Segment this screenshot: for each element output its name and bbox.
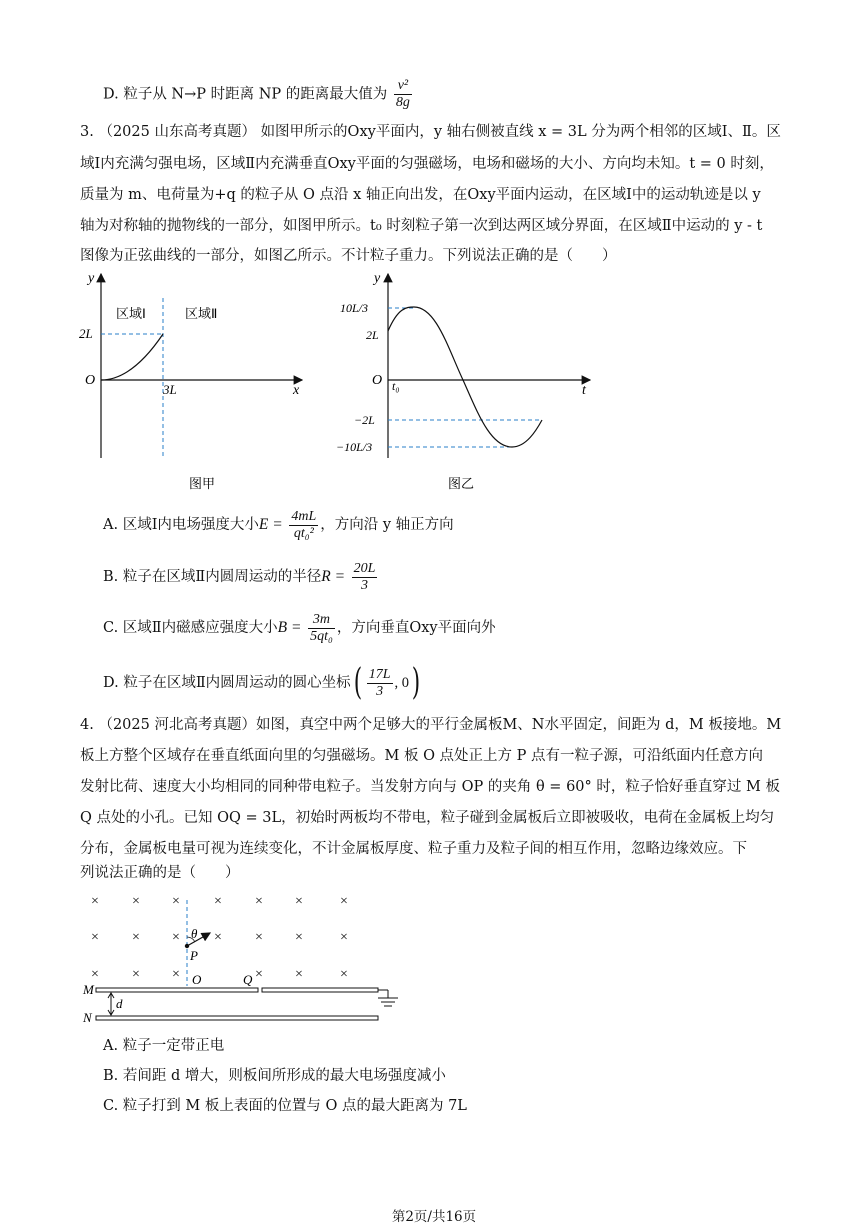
option-d-fraction: [367, 667, 393, 700]
parabola-trajectory: [101, 334, 163, 380]
option-d-tail: , 0: [394, 675, 410, 691]
2l-label: 2L: [79, 326, 93, 341]
q3-option-a: [103, 508, 454, 542]
cross-mark: ×: [255, 967, 263, 982]
region-1-label: 区域Ⅰ: [116, 306, 146, 321]
q3-option-c: [103, 611, 496, 645]
q3-stem-line-1: 3. （2025 山东高考真题） 如图甲所示的Oxy平面内，y 轴右侧被直线 x = 3L 分为两个相邻的区域Ⅰ、Ⅱ。区: [80, 124, 781, 140]
fraction-numerator: v²: [394, 78, 412, 95]
q4-stem-line-2: 板上方整个区域存在垂直纸面向里的匀强磁场。M 板 O 点处正上方 P 点有一粒子源，可沿纸面内任意方向: [80, 748, 764, 764]
y-2l-label: 2L: [366, 328, 379, 342]
origin-label: O: [372, 373, 383, 388]
magnetic-field-crosses: [91, 894, 348, 982]
y-10l3-label: 10L/3: [340, 301, 369, 315]
q4-option-b: B. 若间距 d 增大，则板间所形成的最大电场强度减小: [103, 1068, 446, 1084]
cross-mark: ×: [91, 930, 99, 945]
cross-mark: ×: [172, 894, 180, 909]
q4-stem-line-6: 列说法正确的是（ ）: [80, 865, 240, 881]
fraction-denominator: qt₀²: [293, 525, 314, 541]
plate-m-right: [262, 988, 378, 992]
cross-mark: ×: [132, 930, 140, 945]
q4-stem-line-5: 分布，金属板电量可视为连续变化，不计金属板厚度、粒子重力及粒子间的相互作用，忽略边缘效应。下: [80, 841, 747, 857]
q2-option-d: [103, 78, 414, 111]
figure-a-caption: 图甲: [189, 476, 216, 491]
option-d-text: D. 粒子在区域Ⅱ内圆周运动的圆心坐标: [103, 675, 351, 691]
cross-mark: ×: [340, 894, 348, 909]
q3-figure-b: [336, 268, 596, 498]
fraction-numerator: 17L: [368, 666, 391, 682]
option-b-text: B. 粒子在区域Ⅱ内圆周运动的半径: [103, 569, 322, 585]
q4-figure: [78, 888, 408, 1030]
cross-mark: ×: [295, 967, 303, 982]
q4-option-a: A. 粒子一定带正电: [103, 1038, 225, 1054]
q4-stem-line-1: 4. （2025 河北高考真题）如图，真空中两个足够大的平行金属板M、N水平固定，间距为 d，M 板接地。M: [80, 717, 782, 733]
option-a-tail: ，方向沿 y 轴正方向: [320, 517, 454, 533]
option-b-r: R =: [321, 568, 346, 585]
q3-stem-line-4: 轴为对称轴的抛物线的一部分，如图甲所示。t₀ 时刻粒子第一次到达两区域分界面，在区域Ⅱ中运动的 y - t: [80, 218, 763, 234]
option-c-fraction: [308, 612, 335, 645]
option-a-e: E =: [258, 516, 283, 533]
q3-stem-line-5: 图像为正弦曲线的一部分，如图乙所示。不计粒子重力。下列说法正确的是（ ）: [80, 248, 617, 264]
cross-mark: ×: [340, 967, 348, 982]
cross-mark: ×: [255, 894, 263, 909]
o-label: O: [192, 972, 202, 987]
page-footer: 第2页/共16页: [391, 1209, 477, 1225]
y-minus-10l3-label: −10L/3: [336, 440, 373, 454]
n-label: N: [83, 1010, 92, 1025]
plate-n: [96, 1016, 378, 1020]
y-axis-label: y: [88, 271, 95, 286]
q2-option-d-text: D. 粒子从 N→P 时距离 NP 的距离最大值为: [103, 86, 388, 103]
left-paren: (: [353, 662, 362, 703]
fraction-numerator: 20L: [353, 560, 376, 576]
theta-label: θ: [191, 926, 198, 941]
y-minus-2l-label: −2L: [354, 413, 375, 427]
y-axis-label: y: [374, 271, 381, 286]
t0-label: t₀: [392, 379, 400, 393]
q3-option-b: [103, 560, 379, 594]
fraction-denominator: 3: [361, 577, 369, 593]
fraction-denominator: 8g: [395, 95, 410, 110]
q2-option-d-fraction: [394, 78, 412, 111]
fraction-numerator: 4mL: [291, 508, 317, 524]
q4-stem-line-3: 发射比荷、速度大小均相同的同种带电粒子。当发射方向与 OP 的夹角 θ = 60° 时，粒子恰好垂直穿过 M 板: [80, 779, 780, 795]
cross-mark: ×: [132, 967, 140, 982]
cross-mark: ×: [214, 894, 222, 909]
fraction-numerator: 3m: [308, 612, 335, 629]
cross-mark: ×: [295, 930, 303, 945]
cross-mark: ×: [295, 894, 303, 909]
option-c-text: C. 区域Ⅱ内磁感应强度大小: [103, 620, 278, 636]
origin-label: O: [85, 373, 96, 388]
x-axis-label: x: [293, 383, 300, 398]
sine-curve: [388, 307, 542, 447]
q3-figure-a: [70, 268, 320, 498]
cross-mark: ×: [172, 967, 180, 982]
cross-mark: ×: [340, 930, 348, 945]
ground-icon: [378, 990, 398, 1006]
q3-option-d: [103, 663, 423, 703]
option-c-tail: ，方向垂直Oxy平面向外: [336, 620, 496, 636]
option-b-fraction: [352, 561, 378, 594]
t-axis-label: t: [582, 383, 586, 398]
cross-mark: ×: [172, 930, 180, 945]
right-paren: ): [411, 662, 421, 703]
q3-stem-line-3: 质量为 m、电荷量为+q 的粒子从 O 点沿 x 轴正向出发，在Oxy平面内运动，在区域Ⅰ中的运动轨迹是以 y: [80, 187, 761, 203]
figure-b-caption: 图乙: [448, 476, 475, 491]
cross-mark: ×: [91, 967, 99, 982]
cross-mark: ×: [214, 930, 222, 945]
cross-mark: ×: [91, 894, 99, 909]
cross-mark: ×: [255, 930, 263, 945]
region-2-label: 区域Ⅱ: [185, 306, 218, 321]
3l-label: 3L: [163, 382, 177, 397]
cross-mark: ×: [132, 894, 140, 909]
m-label: M: [83, 982, 94, 997]
fraction-denominator: 5qt₀: [310, 628, 333, 644]
option-c-b: B =: [277, 619, 302, 636]
p-label: P: [190, 948, 198, 963]
option-a-fraction: [289, 509, 318, 542]
fraction-denominator: 3: [376, 683, 384, 699]
q-label: Q: [243, 972, 253, 987]
q3-stem-line-2: 域Ⅰ内充满匀强电场，区域Ⅱ内充满垂直Oxy平面的匀强磁场，电场和磁场的大小、方向均未知。t = 0 时刻，: [80, 156, 774, 172]
d-label: d: [116, 996, 123, 1011]
plate-m-left: [96, 988, 258, 992]
q4-stem-line-4: Q 点处的小孔。已知 OQ = 3L，初始时两板均不带电，粒子碰到金属板后立即被吸收，电荷在金属板上均匀: [80, 810, 775, 826]
q4-option-c: C. 粒子打到 M 板上表面的位置与 O 点的最大距离为 7L: [103, 1098, 467, 1114]
option-a-text: A. 区域Ⅰ内电场强度大小: [103, 517, 259, 533]
